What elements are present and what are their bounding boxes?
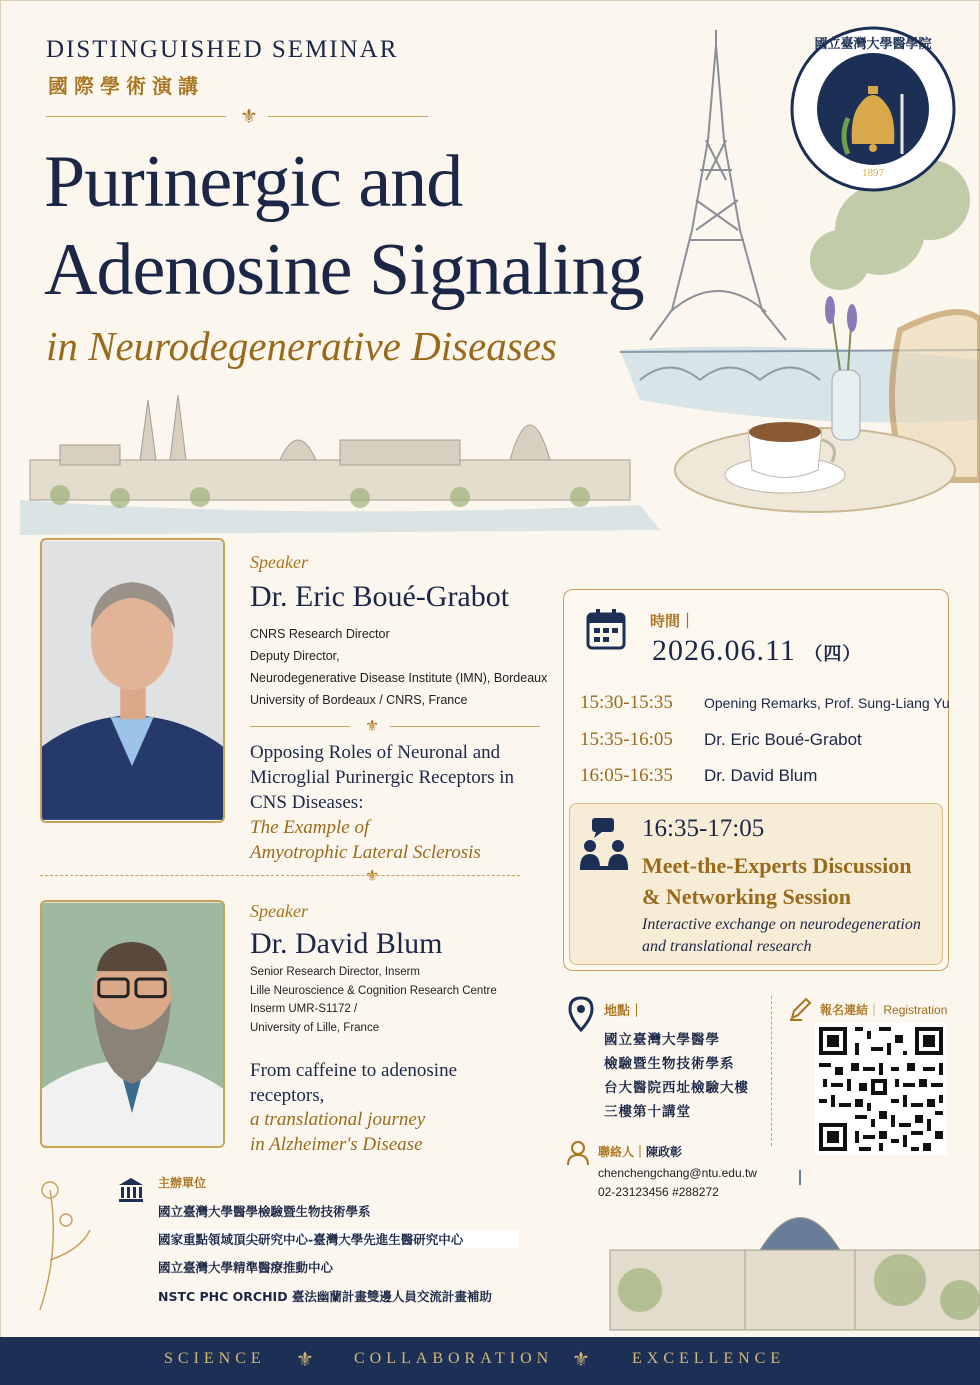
speaker-affiliation: CNRS Research Director Deputy Director, Neurodegenerative Disease Institute (IMN), Bordeaux University of Bordeaux / CNRS, France bbox=[250, 627, 548, 707]
venue-address: 國立臺灣大學醫學 檢驗暨生物技術學系 台大醫院西址檢驗大樓 三樓第十講堂 bbox=[604, 1032, 749, 1120]
svg-text:國立臺灣大學醫學院: 國立臺灣大學醫學院 bbox=[814, 37, 932, 52]
fleur-de-lis-icon: ⚜ bbox=[296, 1347, 314, 1371]
talk-title: Opposing Roles of Neuronal and Microglial Purinergic Receptors in CNS Diseases: bbox=[250, 742, 515, 813]
organizer-item: 國立臺灣大學精準醫療推動中心 bbox=[158, 1260, 334, 1275]
registration-qr-code[interactable] bbox=[815, 1023, 947, 1155]
slot-description: Dr. Eric Boué-Grabot bbox=[704, 730, 862, 749]
talk-title: From caffeine to adenosine receptors, bbox=[250, 1060, 457, 1106]
fleur-de-lis-icon: ⚜ bbox=[240, 104, 258, 128]
ntu-medicine-seal-logo bbox=[790, 26, 956, 192]
fleur-de-lis-icon: ⚜ bbox=[365, 866, 380, 885]
organizers-label: 主辦單位 bbox=[158, 1176, 207, 1190]
talk-subtitle: a translational journey in Alzheimer's Disease bbox=[250, 1109, 426, 1155]
title-line-1: Purinergic and bbox=[44, 141, 463, 223]
contact-label: 聯絡人｜陳政彰 bbox=[598, 1145, 683, 1159]
discussion-people-icon bbox=[578, 816, 630, 872]
slot-time: 16:05-16:35 bbox=[580, 765, 673, 786]
footer-word: EXCELLENCE bbox=[632, 1350, 786, 1367]
divider-left bbox=[46, 116, 226, 117]
registration-label: 報名連結｜ Registration bbox=[820, 1003, 948, 1017]
fleur-de-lis-icon: ⚜ bbox=[572, 1347, 590, 1371]
svg-text:1897: 1897 bbox=[862, 167, 884, 179]
contact-details bbox=[598, 1164, 757, 1202]
kicker-chinese: 國際學術演講 bbox=[48, 74, 204, 98]
slot-time: 15:35-16:05 bbox=[580, 729, 673, 750]
speaker-name: Dr. Eric Boué-Grabot bbox=[250, 580, 510, 613]
footer-word: SCIENCE bbox=[164, 1350, 266, 1367]
divider-right bbox=[268, 116, 428, 117]
event-date: 2026.06.11 （四） bbox=[652, 634, 862, 667]
slot-description: Dr. David Blum bbox=[704, 766, 818, 785]
speaker-label: Speaker bbox=[250, 552, 308, 572]
time-label: 時間｜ bbox=[650, 612, 696, 630]
organizer-item: 國立臺灣大學醫學檢驗暨生物技術學系 bbox=[158, 1204, 371, 1219]
speaker-name: Dr. David Blum bbox=[250, 927, 443, 960]
subtitle: in Neurodegenerative Diseases bbox=[46, 323, 557, 369]
speaker-photo-blum bbox=[40, 900, 225, 1148]
column-divider bbox=[771, 996, 772, 1146]
slot-description: Opening Remarks, Prof. Sung-Liang Yu bbox=[704, 695, 950, 711]
slot-time: 15:30-15:35 bbox=[580, 692, 673, 713]
talk-subtitle: The Example of Amyotrophic Lateral Sclerosis bbox=[250, 817, 481, 863]
organizer-item: NSTC PHC ORCHID 臺法幽蘭計畫雙邊人員交流計畫補助 bbox=[158, 1289, 492, 1304]
divider bbox=[390, 726, 540, 727]
institution-icon bbox=[117, 1176, 145, 1204]
person-icon bbox=[566, 1140, 590, 1166]
contact-email[interactable]: chenchengchang@ntu.edu.tw bbox=[598, 1166, 757, 1180]
speaker-label: Speaker bbox=[250, 901, 308, 921]
speaker-divider bbox=[40, 875, 520, 876]
discussion-time: 16:35-17:05 bbox=[642, 815, 765, 842]
discussion-description: Interactive exchange on neurodegeneration and translational research bbox=[642, 916, 921, 955]
kicker-title: DISTINGUISHED SEMINAR bbox=[46, 36, 399, 63]
venue-label: 地點｜ bbox=[604, 1004, 644, 1019]
discussion-title: Meet-the-Experts Discussion & Networking Session bbox=[642, 853, 912, 909]
fleur-de-lis-icon: ⚜ bbox=[365, 716, 380, 735]
speaker-photo-boue-grabot bbox=[40, 538, 225, 823]
pen-icon bbox=[788, 996, 812, 1022]
organizer-item: 國家重點領域頂尖研究中心-臺灣大學先進生醫研究中心 bbox=[158, 1230, 519, 1248]
footer-word: COLLABORATION bbox=[354, 1350, 554, 1367]
location-pin-icon bbox=[568, 996, 594, 1032]
contact-phone: 02-23123456 #288272 bbox=[598, 1185, 719, 1199]
speaker-affiliation: Senior Research Director, Inserm Lille Neuroscience & Cognition Research Centre Inserm UMR-S1172 / University of Lille, France bbox=[250, 966, 497, 1034]
title-line-2: Adenosine Signaling bbox=[44, 229, 644, 311]
divider bbox=[250, 726, 350, 727]
calendar-icon bbox=[586, 608, 626, 650]
